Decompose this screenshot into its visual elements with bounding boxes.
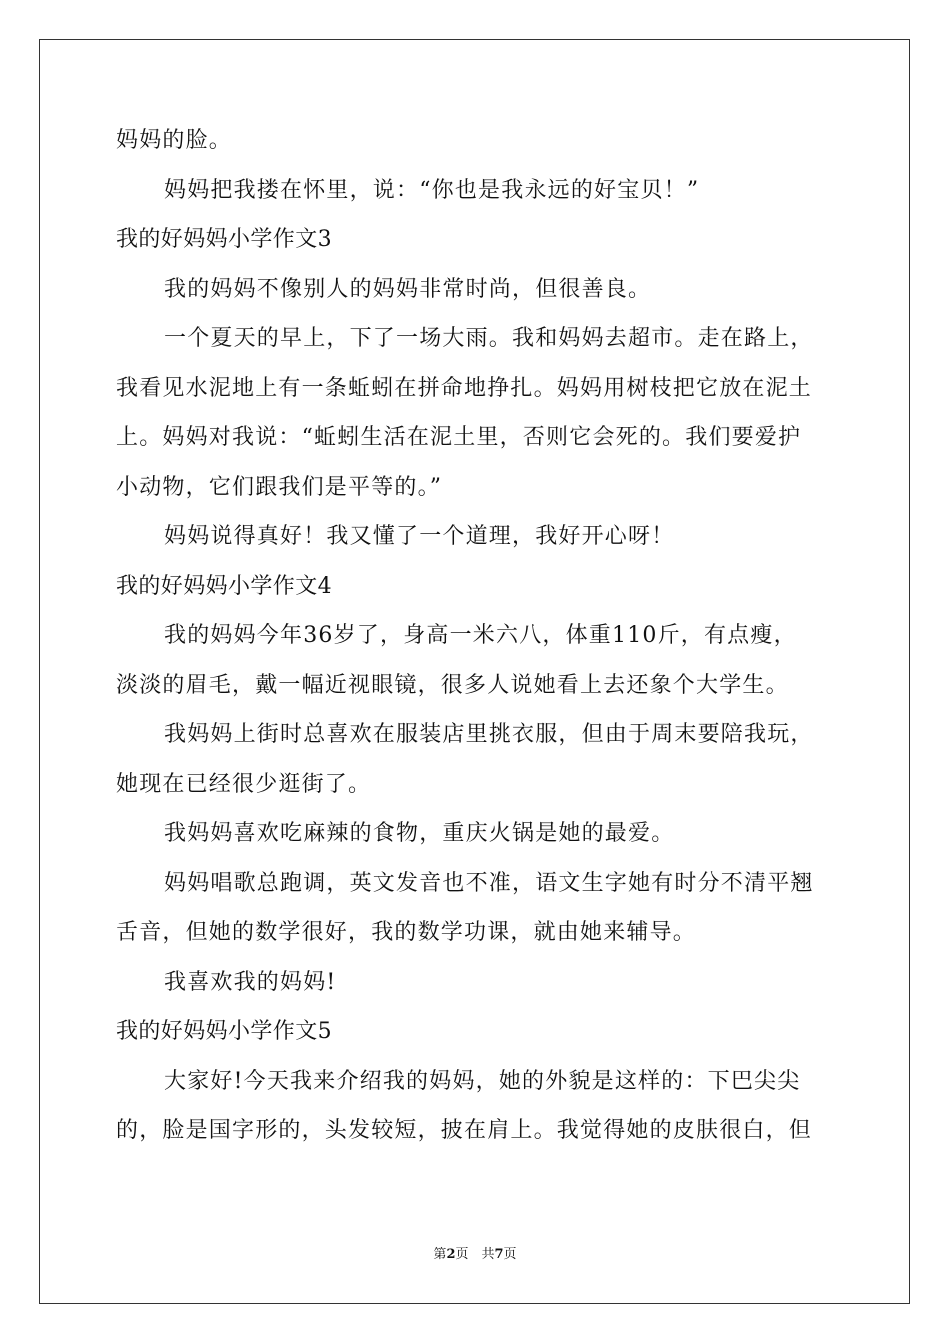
- footer-suffix: 页: [503, 1247, 517, 1262]
- text-line: 我妈妈上街时总喜欢在服装店里挑衣服，但由于周末要陪我玩，: [164, 722, 814, 747]
- text-line: 淡淡的眉毛，戴一幅近视眼镜，很多人说她看上去还象个大学生。: [116, 672, 789, 698]
- text-line: 的，脸是国字形的，头发较短，披在肩上。我觉得她的皮肤很白，但: [116, 1118, 813, 1143]
- text-line: 舌音，但她的数学很好，我的数学功课，就由她来辅导。: [116, 920, 697, 945]
- text-line: 我喜欢我的妈妈!: [164, 969, 337, 995]
- text-line: 上。妈妈对我说：“蚯蚓生活在泥土里，否则它会死的。我们要爱护: [116, 425, 802, 450]
- text-line: 一个夏天的早上，下了一场大雨。我和妈妈去超市。走在路上，: [164, 326, 814, 351]
- page-footer: [0, 1247, 950, 1263]
- text-line: 她现在已经很少逛街了。: [116, 771, 372, 797]
- text-line: 小动物，它们跟我们是平等的。”: [116, 474, 443, 500]
- total-page-number: 7: [494, 1247, 504, 1262]
- text-line: 妈妈把我搂在怀里，说：“你也是我永远的好宝贝！”: [164, 177, 700, 203]
- section-heading: 我的好妈妈小学作文3: [116, 227, 332, 252]
- current-page-number: 2: [446, 1247, 456, 1262]
- footer-middle: 页 共: [455, 1247, 495, 1262]
- text-line: 妈妈说得真好！我又懂了一个道理，我好开心呀！: [164, 524, 675, 549]
- section-heading: 我的好妈妈小学作文4: [116, 573, 332, 599]
- text-line: 我看见水泥地上有一条蚯蚓在拼命地挣扎。妈妈用树枝把它放在泥土: [116, 375, 813, 401]
- text-line: 我的妈妈不像别人的妈妈非常时尚，但很善良。: [164, 276, 652, 302]
- text-line: 我妈妈喜欢吃麻辣的食物，重庆火锅是她的最爱。: [164, 821, 675, 846]
- section-heading: 我的好妈妈小学作文5: [116, 1019, 332, 1044]
- text-line: 我的妈妈今年36岁了，身高一米六八，体重110斤，有点瘦，: [164, 623, 797, 648]
- text-line: 妈妈的脸。: [116, 128, 233, 153]
- footer-prefix: 第: [433, 1247, 447, 1262]
- text-line: 大家好!今天我来介绍我的妈妈，她的外貌是这样的：下巴尖尖: [164, 1068, 801, 1094]
- text-line: 妈妈唱歌总跑调，英文发音也不准，语文生字她有时分不清平翘: [164, 870, 814, 896]
